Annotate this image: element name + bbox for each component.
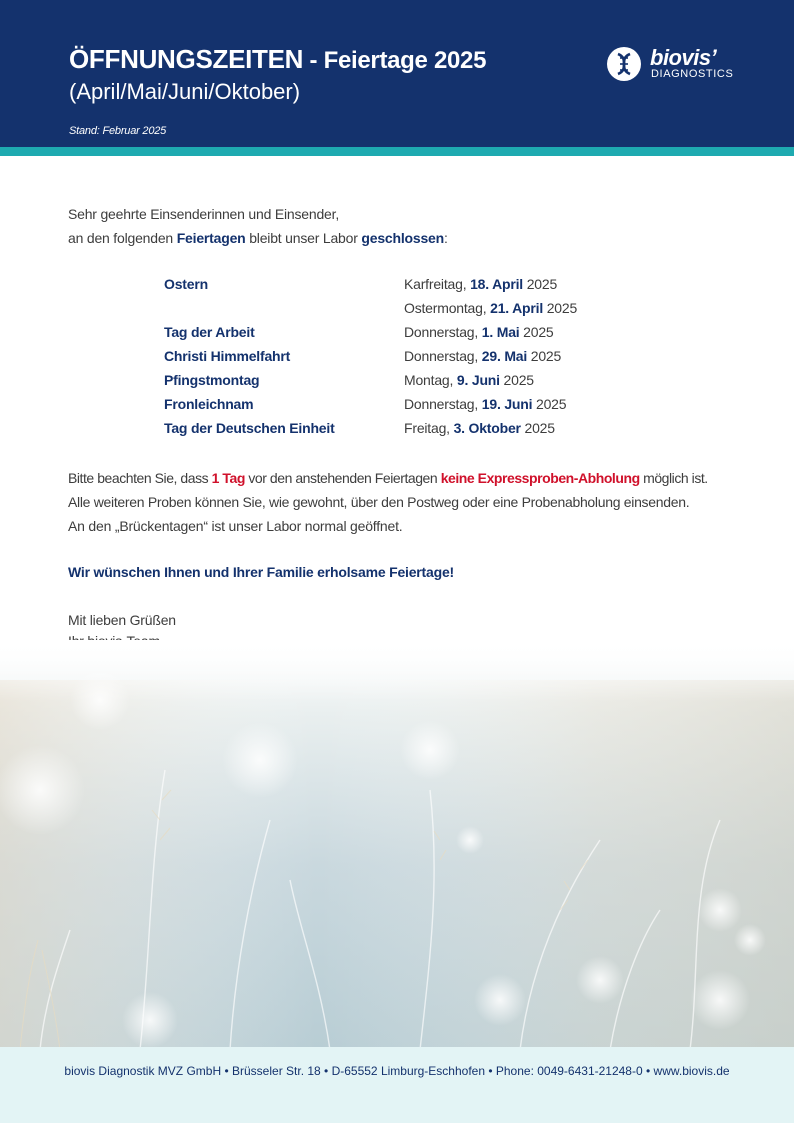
page-subtitle: (April/Mai/Juni/Oktober) (69, 79, 301, 104)
holiday-name: Fronleichnam (164, 396, 254, 412)
accent-divider (0, 147, 794, 156)
logo-name: biovis’ (650, 45, 717, 70)
holiday-date: Montag, 9. Juni 2025 (404, 372, 534, 388)
holiday-date: Ostermontag, 21. April 2025 (404, 300, 578, 316)
holiday-date: Freitag, 3. Oktober 2025 (404, 420, 555, 436)
biovis-logo (606, 46, 756, 86)
holiday-name: Christi Himmelfahrt (164, 348, 291, 364)
closing-greeting: Mit lieben Grüßen (68, 612, 176, 628)
holiday-date: Donnerstag, 29. Mai 2025 (404, 348, 562, 364)
notice-line-2: Alle weiteren Proben können Sie, wie gewohnt, über den Postweg oder eine Probenabholung einsenden. (68, 494, 690, 510)
holiday-row (164, 300, 664, 320)
stand-date: Stand: Februar 2025 (69, 125, 167, 137)
footer-contact-info: biovis Diagnostik MVZ GmbH • Brüsseler Str. 18 • D-65552 Limburg-Eschhofen • Phone: 0049-6431-21248-0 • www.biovis.de (64, 1064, 730, 1078)
footer (0, 1047, 794, 1123)
holiday-row (164, 372, 664, 392)
holiday-date: Donnerstag, 1. Mai 2025 (404, 324, 554, 340)
holiday-date: Karfreitag, 18. April 2025 (404, 276, 558, 292)
intro-line: an den folgenden Feiertagen bleibt unser Labor geschlossen: (68, 230, 448, 246)
holiday-name: Pfingstmontag (164, 372, 260, 388)
holiday-name: Ostern (164, 276, 208, 292)
holiday-row (164, 348, 664, 368)
holiday-wish: Wir wünschen Ihnen und Ihrer Familie erholsame Feiertage! (68, 564, 455, 580)
dna-logo-icon (606, 46, 642, 82)
holiday-name: Tag der Arbeit (164, 324, 255, 340)
header-banner (0, 0, 794, 147)
page-title: ÖFFNUNGSZEITEN - Feiertage 2025 (69, 44, 487, 74)
holiday-date: Donnerstag, 19. Juni 2025 (404, 396, 567, 412)
holiday-row (164, 324, 664, 344)
holiday-name: Tag der Deutschen Einheit (164, 420, 335, 436)
notice-line-3: An den „Brückentagen“ ist unser Labor normal geöffnet. (68, 518, 403, 534)
holiday-row (164, 420, 664, 440)
notice-line-1: Bitte beachten Sie, dass 1 Tag vor den anstehenden Feiertagen keine Expressproben-Abholung möglich ist. (68, 470, 708, 486)
holiday-row (164, 276, 664, 296)
salutation: Sehr geehrte Einsenderinnen und Einsender, (68, 206, 340, 222)
logo-tagline: DIAGNOSTICS (651, 68, 734, 80)
meadow-background-image (0, 640, 794, 1050)
holiday-row (164, 396, 664, 416)
